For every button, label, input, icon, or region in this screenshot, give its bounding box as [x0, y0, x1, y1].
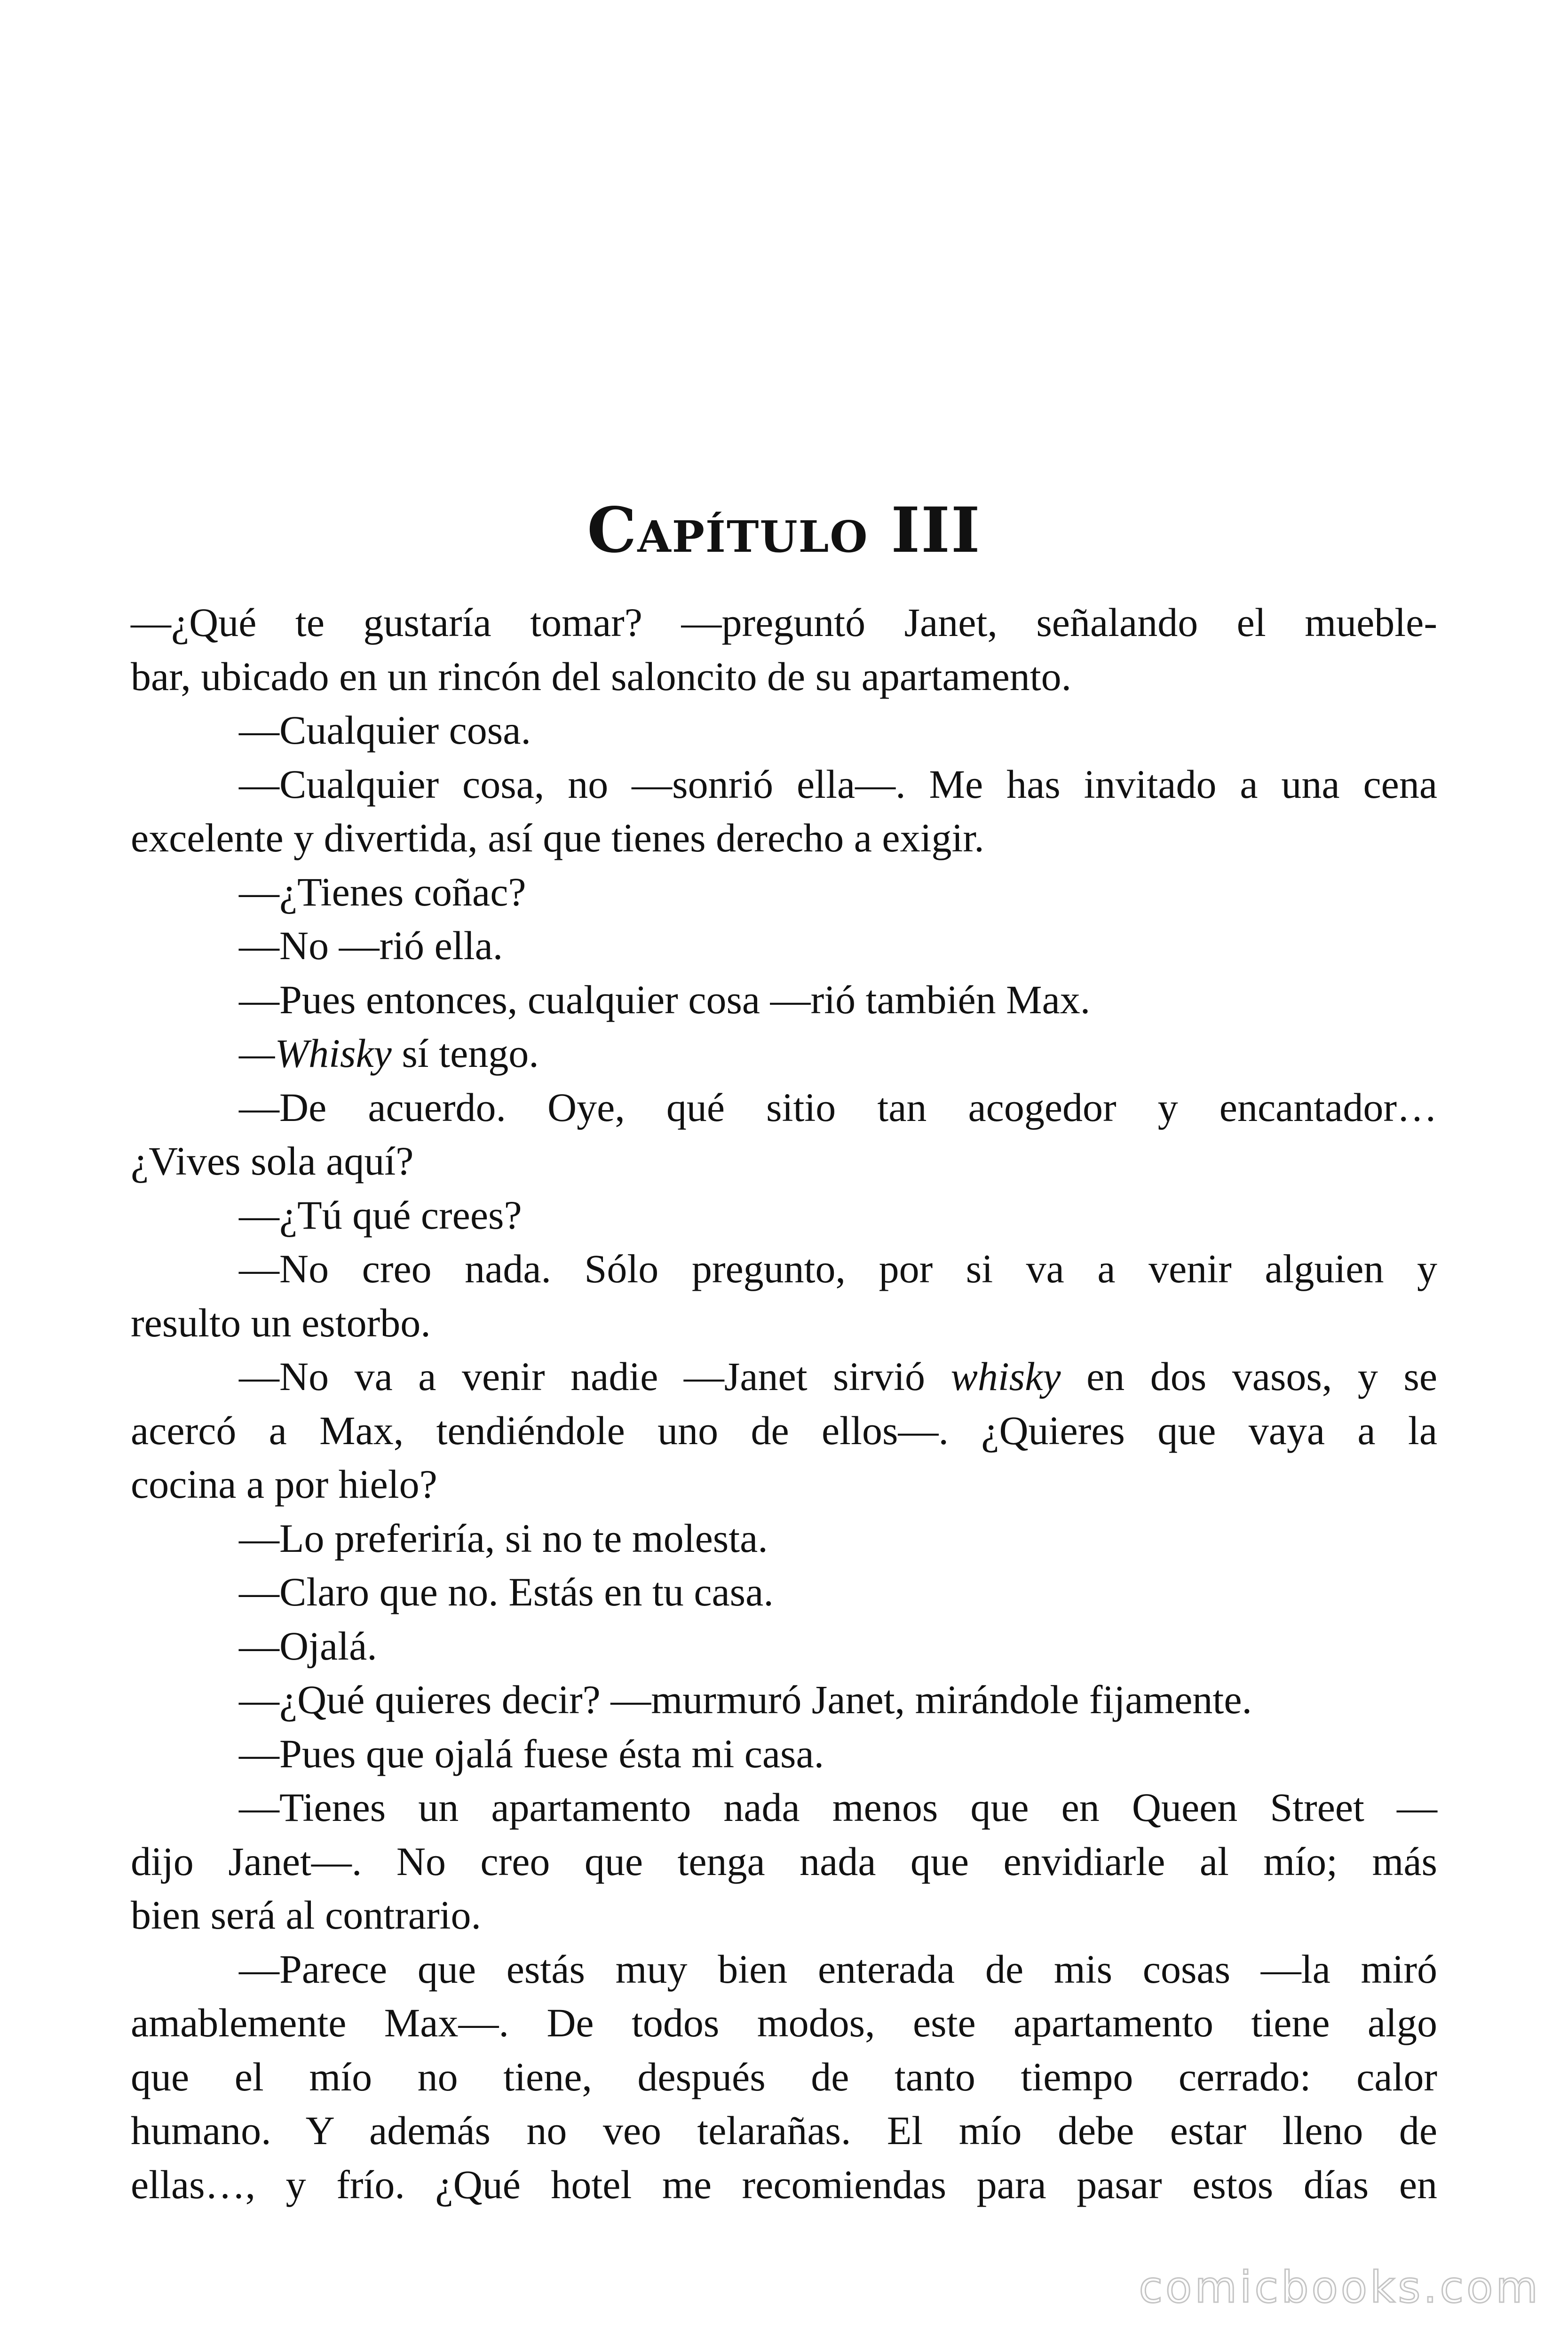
text-fragment: en dos vasos, y se [1086, 1354, 1438, 1399]
paragraph [131, 1242, 1437, 1350]
text-line: humano. Y además no veo telarañas. El mío debe estar lleno de [131, 2108, 1437, 2153]
text-line: —Claro que no. Estás en tu casa. [239, 1569, 774, 1614]
paragraph [131, 865, 1437, 919]
paragraph [131, 1081, 1437, 1188]
text-line: —No —rió ella. [239, 923, 503, 968]
text-line [131, 1350, 1437, 1404]
text-line: cocina a por hielo? [131, 1462, 437, 1507]
watermark: comicbooks.com [1139, 2262, 1541, 2312]
text-line: —Ojalá. [239, 1623, 377, 1669]
text-line: —Lo preferiría, si no te molesta. [239, 1515, 768, 1561]
text-line: —Parece que estás muy bien enterada de mis cosas —la miró [239, 1946, 1437, 1992]
paragraph [131, 1188, 1437, 1242]
text-fragment: sí tengo. [402, 1031, 539, 1076]
italic-word: whisky [950, 1354, 1061, 1399]
text-line: dijo Janet—. No creo que tenga nada que envidiarle al mío; más [131, 1838, 1437, 1884]
paragraph [131, 973, 1437, 1027]
text-line [131, 1026, 1437, 1081]
text-line: ¿Vives sola aquí? [131, 1138, 414, 1184]
text-line: —No creo nada. Sólo pregunto, por si va a venir alguien y [239, 1246, 1437, 1291]
text-line: ellas…, y frío. ¿Qué hotel me recomiendas para pasar estos días en [131, 2161, 1437, 2207]
paragraph [131, 919, 1437, 973]
italic-word: —Whisky [239, 1031, 392, 1076]
text-line: —¿Qué te gustaría tomar? —preguntó Janet, señalando el mueble- [131, 600, 1437, 645]
paragraph [131, 1942, 1437, 2212]
paragraph [131, 1511, 1437, 1565]
paragraph [131, 1026, 1437, 1081]
text-line: —Pues entonces, cualquier cosa —rió también Max. [239, 977, 1091, 1022]
paragraph [131, 1780, 1437, 1942]
text-line: que el mío no tiene, después de tanto tiempo cerrado: calor [131, 2054, 1437, 2099]
text-line: amablemente Max—. De todos modos, este apartamento tiene algo [131, 2000, 1437, 2045]
chapter-title: Capítulo III [587, 494, 981, 567]
paragraph [131, 1673, 1437, 1727]
paragraph [131, 757, 1437, 865]
paragraph [131, 596, 1437, 703]
paragraph [131, 703, 1437, 757]
text-line: —¿Tienes coñac? [239, 869, 526, 914]
text-line: —Tienes un apartamento nada menos que en Queen Street — [239, 1785, 1437, 1830]
text-line: —Cualquier cosa. [239, 707, 531, 753]
text-line: —¿Tú qué crees? [239, 1192, 522, 1238]
text-line: acercó a Max, tendiéndole uno de ellos—. ¿Quieres que vaya a la [131, 1407, 1437, 1453]
text-line: —Cualquier cosa, no —sonrió ella—. Me has invitado a una cena [239, 761, 1437, 807]
paragraph [131, 1619, 1437, 1673]
chapter-body [131, 596, 1437, 2211]
paragraph [131, 1565, 1437, 1619]
paragraph [131, 1350, 1437, 1511]
text-line: —Pues que ojalá fuese ésta mi casa. [239, 1731, 824, 1776]
text-fragment: —No va a venir nadie —Janet sirvió [239, 1354, 926, 1399]
text-line: bar, ubicado en un rincón del saloncito de su apartamento. [131, 653, 1072, 699]
text-line: excelente y divertida, así que tienes derecho a exigir. [131, 815, 984, 860]
text-line: bien será al contrario. [131, 1892, 481, 1938]
text-line: resulto un estorbo. [131, 1300, 431, 1345]
text-line: —¿Qué quieres decir? —murmuró Janet, mirándole fijamente. [239, 1677, 1252, 1722]
text-line: —De acuerdo. Oye, qué sitio tan acogedor y encantador… [239, 1084, 1437, 1130]
paragraph [131, 1727, 1437, 1781]
